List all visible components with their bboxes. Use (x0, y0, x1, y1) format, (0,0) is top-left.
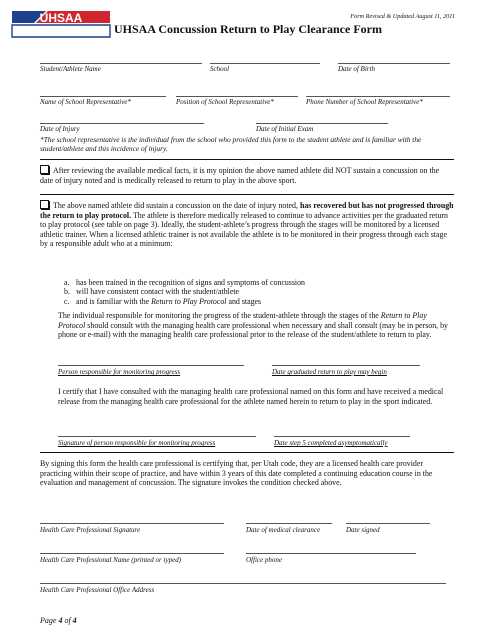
option-concussion-lead: The above named athlete did sustain a concussion on the date of injury noted, (53, 201, 300, 210)
rep-phone-line[interactable] (306, 96, 450, 97)
hcp-signature-line[interactable] (40, 523, 224, 524)
monitor-criteria-list (64, 278, 444, 306)
monitor-signature-label: Signature of person responsible for monitoring progress (58, 439, 216, 447)
signing-statement: By signing this form the health care professional is certifying that, per Utah code, they are a licensed health care provider practicing within their scope of practice, and have within 3 years of this date completed a continuing education course in the evaluation and management of concussion. The signature invokes the condition checked above. (40, 459, 433, 488)
section-rule-2 (40, 194, 454, 195)
uhsaa-logo (10, 9, 112, 39)
hcp-signature-label: Health Care Professional Signature (40, 526, 141, 534)
signed-date-line[interactable] (346, 523, 430, 524)
rep-footnote: *The school representative is the individual from the school who provided this form to the student athlete and is familiar with the student/athlete and this incidence of injury. (40, 135, 422, 153)
hcp-name-label: Health Care Professional Name (printed or typed) (40, 556, 182, 564)
rep-name-label: Name of School Representative* (40, 98, 131, 106)
dob-line[interactable] (338, 63, 450, 64)
rep-name-line[interactable] (40, 96, 166, 97)
rep-position-line[interactable] (176, 96, 298, 97)
dob-label: Date of Birth (338, 65, 375, 73)
criteria-item: a. has been trained in the recognition of signs and symptoms of concussion (64, 278, 306, 287)
signed-date-label: Date signed (346, 526, 380, 534)
graduated-date-label: Date graduated return to play may begin (272, 368, 387, 376)
option-concussion-rest: The athlete is therefore medically released to continue to advance activities per the graduated return to play protocol (see table on page 3). Ideally, the student-athlete’s progress through the stages will be monitored by a licensed athletic trainer. When a licensed athletic trainer is not available the athlete is to be monitored in their progress through each stage by a responsible adult who at a minimum: (40, 210, 448, 249)
monitor-person-line[interactable] (58, 365, 244, 366)
school-label: School (210, 65, 230, 73)
office-address-label: Health Care Professional Office Address (40, 586, 155, 594)
rep-position-label: Position of School Representative* (176, 98, 274, 106)
clearance-date-label: Date of medical clearance (246, 526, 321, 534)
school-line[interactable] (210, 63, 320, 64)
injury-date-label: Date of Injury (40, 125, 80, 133)
section-rule-3 (40, 452, 454, 453)
exam-date-label: Date of Initial Exam (256, 125, 314, 133)
student-name-label: Student/Athlete Name (40, 65, 101, 73)
option-concussion (40, 200, 454, 249)
exam-date-line[interactable] (256, 123, 388, 124)
option-concussion-bold: has recovered but has not progressed through the return to play protocol. (40, 201, 454, 220)
criteria-item: c. and is familiar with the Return to Play Protocol and stages (64, 296, 262, 306)
injury-date-line[interactable] (40, 123, 204, 124)
concussion-checkbox[interactable] (40, 200, 49, 209)
no-concussion-checkbox[interactable] (40, 165, 49, 174)
certify-paragraph: I certify that I have consulted with the managing health care professional named on this form and have received a medical release from the managing health care professional for the athlete named herein to return to play in the sport indicated. (58, 387, 444, 406)
option-no-concussion-text: After reviewing the available medical facts, it is my opinion the above named athlete did NOT sustain a concussion on the date of injury noted and is medically released to return to play in the above sport. (40, 166, 440, 185)
page-number: Page 4 of 4 (40, 616, 77, 625)
clearance-date-line[interactable] (246, 523, 332, 524)
revision-note: Form Revised & Updated August 11, 2011 (350, 13, 455, 20)
office-phone-line[interactable] (246, 553, 416, 554)
step5-date-line[interactable] (274, 436, 410, 437)
student-name-line[interactable] (40, 63, 202, 64)
option-no-concussion (40, 165, 454, 185)
hcp-name-line[interactable] (40, 553, 224, 554)
monitor-person-label: Person responsible for monitoring progress (58, 368, 181, 376)
section-rule-1 (40, 159, 454, 160)
office-address-line[interactable] (40, 583, 446, 584)
monitor-consult-paragraph: The individual responsible for monitoring the progress of the student-athlete through the stages of the Return to Play Protocol should consult with the managing health care professional when necessary and shall consult (may be in person, by phone or e-mail) with the managing health care professional prior to the release of the student/athlete to return to play. (58, 311, 448, 340)
criteria-item: b. will have consistent contact with the student/athlete (64, 287, 240, 297)
rep-phone-label: Phone Number of School Representative* (306, 98, 423, 106)
office-phone-label: Office phone (246, 556, 282, 564)
logo-text: UHSAA (39, 11, 83, 25)
monitor-signature-line[interactable] (58, 436, 256, 437)
graduated-date-line[interactable] (272, 365, 420, 366)
step5-date-label: Date step 5 completed asymptomatically (274, 439, 388, 447)
form-title: UHSAA Concussion Return to Play Clearance Form (114, 22, 382, 36)
